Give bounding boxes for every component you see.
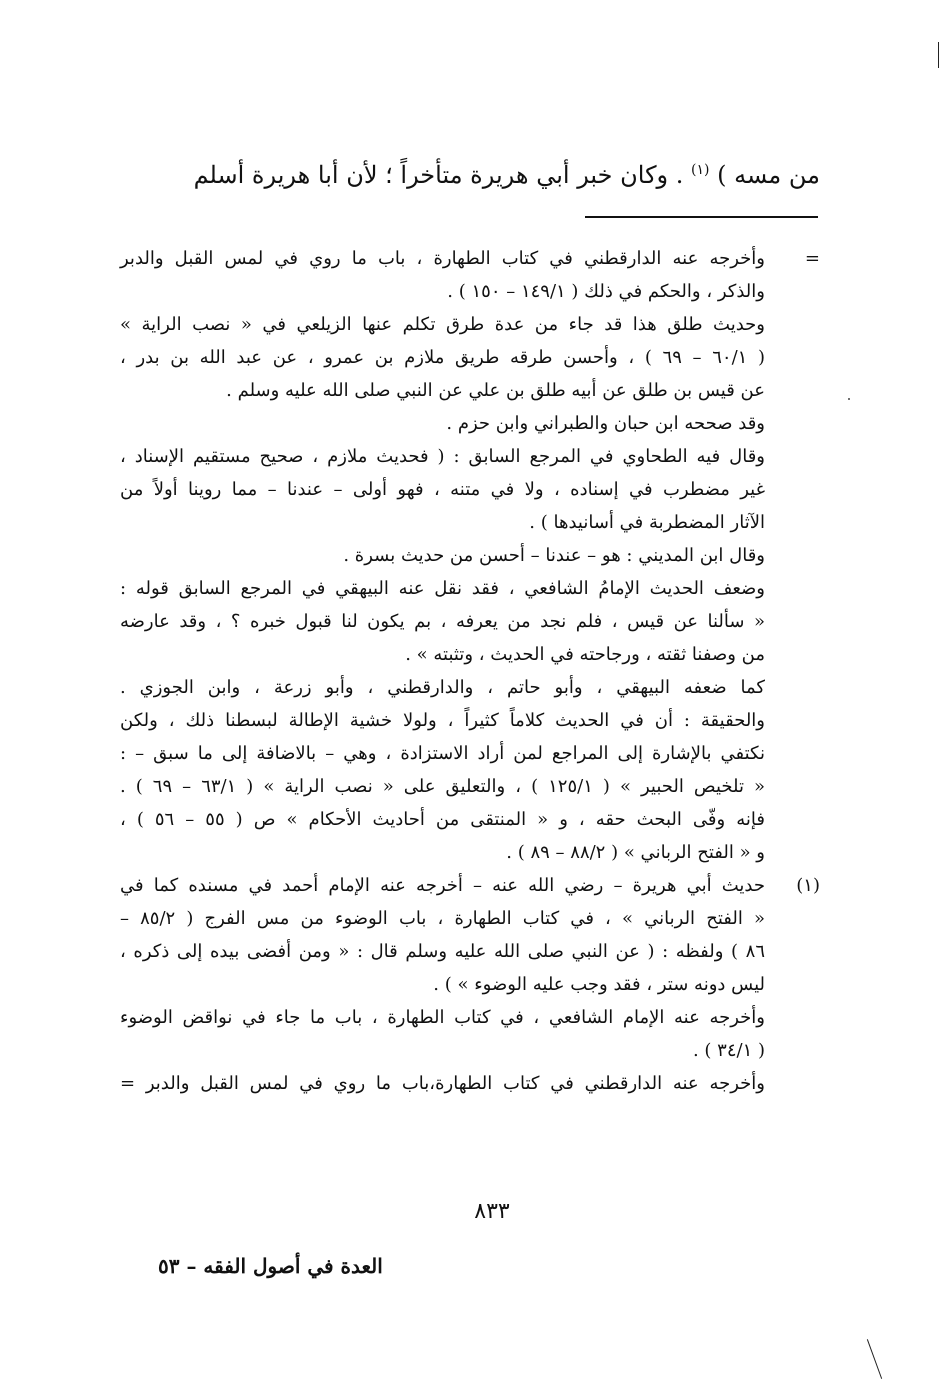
footnote-line: وأخرجه عنه الدارقطني في كتاب الطهارة،باب ما روي في لمس القبل والدبر = <box>120 1073 765 1094</box>
main-text-before-marker: من مسه ) <box>717 161 820 189</box>
footnote-line: ٨٦ ) ولفظه : ( عن النبي صلى الله عليه وسلم قال : « ومن أفضى بيده إلى ذكره ، <box>120 941 765 962</box>
scan-edge-mark <box>867 1339 882 1379</box>
footnote-line: « سألنا عن قيس ، فلم نجد من يعرفه ، بم يكون لنا قبول خبره ؟ ، وقد عارضه <box>120 611 765 632</box>
footnote-line: عن قيس بن طلق عن أبيه طلق بن علي عن النبي صلى الله عليه وسلم . <box>226 380 765 401</box>
footnote-line: والذكر ، والحكم في ذلك ( ١٤٩/١ – ١٥٠ ) . <box>447 281 765 302</box>
footnote-line: وحديث طلق هذا قد جاء من عدة طرق تكلم عنها الزيلعي في « نصب الراية » <box>120 314 765 335</box>
footnote-line: وأخرجه عنه الإمام الشافعي ، في كتاب الطهارة ، باب ما جاء في نواقض الوضوء <box>120 1007 765 1028</box>
footnote-line: نكتفي بالإشارة إلى المراجع لمن أراد الاستزادة ، وهي – بالاضافة إلى ما سبق – : <box>120 743 765 764</box>
footnote-line: وقد صححه ابن حبان والطبراني وابن حزم . <box>446 413 765 434</box>
footnote-line: غير مضطرب في إسناده ، ولا في متنه ، فهو أولى – عندنا – مما روينا أولاً من <box>120 479 765 500</box>
footnote-continuation <box>120 242 820 869</box>
footnote-line: وأخرجه عنه الدارقطني في كتاب الطهارة ، باب ما روي في لمس القبل والدبر <box>120 248 765 269</box>
footnote-line: كما ضعفه البيهقي ، وأبو حاتم ، والدارقطني ، وأبو زرعة ، وابن الجوزي . <box>120 677 765 698</box>
footnote-line: ( ٣٤/١ ) . <box>692 1040 765 1061</box>
footnotes-section <box>120 242 820 1100</box>
footnote-line: « تلخيص الحبير » ( ١٢٥/١ ) ، والتعليق على « نصب الراية » ( ٦٣/١ – ٦٩ ) . <box>120 776 765 797</box>
footnote-line: وقال ابن المديني : هو – عندنا – أحسن من حديث بسرة . <box>343 545 765 566</box>
main-text-after-marker: . وكان خبر أبي هريرة متأخراً ؛ لأن أبا هريرة أسلم <box>193 161 684 189</box>
scan-edge-mark <box>938 42 939 68</box>
page-number: ٨٣٣ <box>474 1199 510 1224</box>
footnote-one <box>120 869 820 1100</box>
main-text-line <box>160 150 820 195</box>
footnote-separator-rule <box>585 216 818 218</box>
scan-speck <box>848 398 850 400</box>
footnote-line: من وصفنا ثقته ، ورجاحته في الحديث ، وتثبته » . <box>405 644 765 665</box>
footnote-line: والحقيقة : أن في الحديث كلاماً كثيراً ، ولولا خشية الإطالة لبسطنا ذلك ، ولكن <box>120 710 765 731</box>
footnote-line: وقال فيه الطحاوي في المرجع السابق : ( فحديث ملازم ، صحيح مستقيم الإسناد ، <box>120 446 765 467</box>
footnote-line: و « الفتح الرباني » ( ٨٨/٢ – ٨٩ ) . <box>506 842 765 863</box>
book-signature: العدة في أصول الفقه – ٥٣ <box>158 1254 383 1278</box>
footnote-line: فإنه وفّى البحث حقه ، و « المنتقى من أحاديث الأحكام » ص ( ٥٥ – ٥٦ ) ، <box>120 809 765 830</box>
footnote-reference-marker: (١) <box>691 162 710 178</box>
footnote-line: حديث أبي هريرة – رضي الله عنه – أخرجه عنه الإمام أحمد في مسنده كما في <box>120 875 765 896</box>
continuation-marker: = <box>804 248 820 269</box>
footnote-line: « الفتح الرباني » ، في كتاب الطهارة ، باب الوضوء من مس الفرج ( ٨٥/٢ – <box>120 908 765 929</box>
footnote-line: ( ٦٠/١ – ٦٩ ) ، وأحسن طرقه طريق ملازم بن عمرو ، عن عبد الله بن بدر ، <box>120 347 766 368</box>
footnote-line: ليس دونه ستر ، فقد وجب عليه الوضوء » ) . <box>433 974 765 995</box>
footnote-line: وضعف الحديث الإمامُ الشافعي ، فقد نقل عنه البيهقي في المرجع السابق قوله : <box>120 578 765 599</box>
footnote-line: الآثار المضطربة في أسانيدها ) . <box>529 512 765 533</box>
footnote-number: (١) <box>796 875 820 896</box>
